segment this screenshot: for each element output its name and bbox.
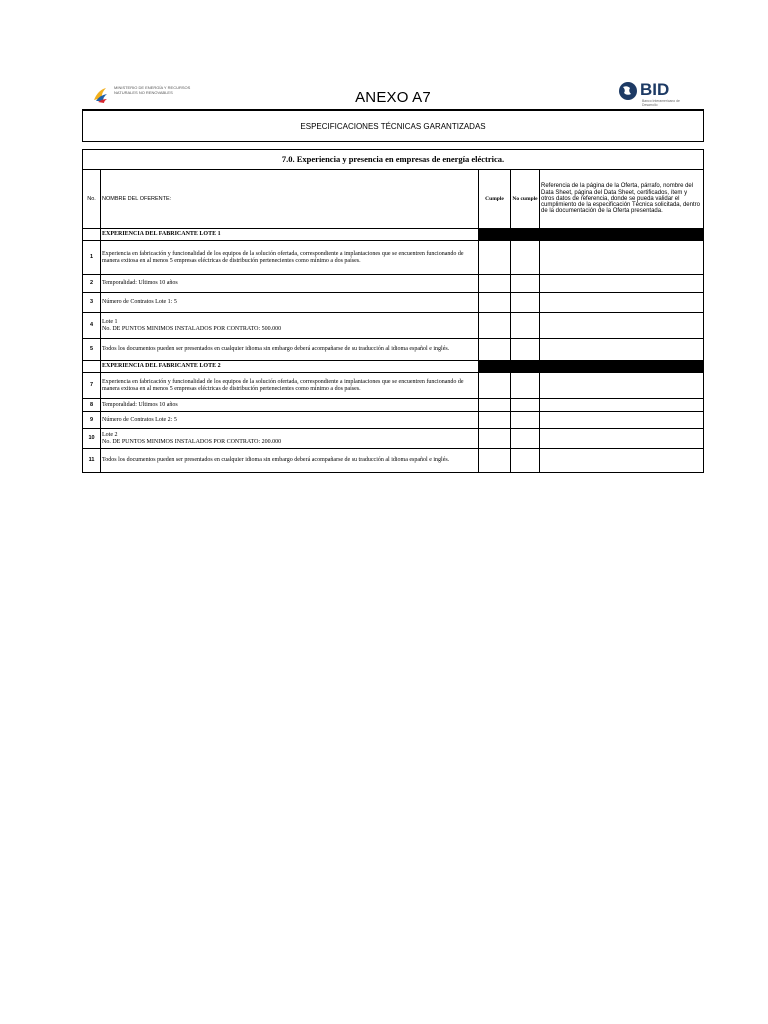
reference-cell[interactable]: [540, 275, 704, 293]
cumple-cell[interactable]: [479, 449, 511, 473]
bid-logo-subtitle: Banco Interamericano de Desarrollo: [642, 99, 680, 107]
reference-cell[interactable]: [540, 449, 704, 473]
col-header-reference: Referencia de la página de la Oferta, párrafo, nombre del Data Sheet, página del Data Sheet, certificados, ítem y otros datos de referencia, donde se pueda validar el cumplimiento de la especificación Técnica solicitada, dentro de la documentación de la Oferta presentada.: [540, 170, 704, 229]
section-title: 7.0. Experiencia y presencia en empresas de energía eléctrica.: [83, 150, 704, 170]
reference-cell[interactable]: [540, 293, 704, 313]
page-title: ANEXO A7: [355, 89, 431, 106]
table-row: 5 Todos los documentos pueden ser presentados en cualquier idioma sin embargo deberá acompañarse de su traducción al idioma español e inglés.: [83, 339, 704, 361]
table-row: 8 Temporalidad: Ultimos 10 años: [83, 399, 704, 412]
reference-cell[interactable]: [540, 373, 704, 399]
reference-cell[interactable]: [540, 241, 704, 275]
cumple-cell[interactable]: [479, 339, 511, 361]
bid-logo: [618, 80, 678, 108]
experience-table: [82, 149, 704, 473]
no-cumple-cell[interactable]: [511, 429, 540, 449]
globe-icon: [618, 81, 638, 101]
table-row: 2 Temporalidad: Ultimos 10 años: [83, 275, 704, 293]
section-label-lote1: EXPERIENCIA DEL FABRICANTE LOTE 1: [101, 229, 479, 241]
reference-cell[interactable]: [540, 339, 704, 361]
ministry-logo-text: MINISTERIO DE ENERGÍA Y RECURSOS NATURALES NO RENOVABLES: [114, 85, 191, 95]
spec-title: ESPECIFICACIONES TÉCNICAS GARANTIZADAS: [300, 121, 486, 131]
table-row: 3 Número de Contratos Lote 1: 5: [83, 293, 704, 313]
no-cumple-cell[interactable]: [511, 293, 540, 313]
page-header: [82, 80, 704, 110]
col-header-name: NOMBRE DEL OFERENTE:: [101, 170, 479, 229]
cumple-cell[interactable]: [479, 412, 511, 429]
table-title-row: [83, 150, 704, 170]
table-row: 10 Lote 2 No. DE PUNTOS MINIMOS INSTALADOS POR CONTRATO: 200.000: [83, 429, 704, 449]
spec-title-box: [82, 109, 704, 142]
cumple-cell[interactable]: [479, 293, 511, 313]
reference-cell[interactable]: [540, 313, 704, 339]
no-cumple-cell[interactable]: [511, 373, 540, 399]
cumple-cell[interactable]: [479, 429, 511, 449]
no-cumple-cell[interactable]: [511, 275, 540, 293]
no-cumple-cell[interactable]: [511, 313, 540, 339]
cumple-cell[interactable]: [479, 313, 511, 339]
reference-cell[interactable]: [540, 429, 704, 449]
table-row: 9 Número de Contratos Lote 2: 5: [83, 412, 704, 429]
reference-cell[interactable]: [540, 412, 704, 429]
no-cumple-cell[interactable]: [511, 412, 540, 429]
section-row-lote2: [83, 361, 704, 373]
table-header-row: [83, 170, 704, 229]
table-row: 4 Lote 1 No. DE PUNTOS MINIMOS INSTALADOS POR CONTRATO: 500.000: [83, 313, 704, 339]
no-cumple-cell[interactable]: [511, 399, 540, 412]
cumple-cell[interactable]: [479, 241, 511, 275]
table-row: 7 Experiencia en fabricación y funcionalidad de los equipos de la solución ofertada, correspondiente a implantaciones que se encuentren funcionando de manera exitosa en al menos 5 empresas eléctricas de distribución pertenecientes como mínimo a dos países.: [83, 373, 704, 399]
no-cumple-cell[interactable]: [511, 449, 540, 473]
bid-logo-text: BID: [640, 80, 670, 99]
cumple-cell[interactable]: [479, 399, 511, 412]
section-row-lote1: [83, 229, 704, 241]
reference-cell[interactable]: [540, 399, 704, 412]
col-header-cumple: Cumple: [479, 170, 511, 229]
no-cumple-cell[interactable]: [511, 339, 540, 361]
col-header-no-cumple: No cumple: [511, 170, 540, 229]
table-row: 11 Todos los documentos pueden ser presentados en cualquier idioma sin embargo deberá acompañarse de su traducción al idioma español e inglés.: [83, 449, 704, 473]
col-header-no: No.: [83, 170, 101, 229]
table-row: 1 Experiencia en fabricación y funcionalidad de los equipos de la solución ofertada, correspondiente a implantaciones que se encuentren funcionando de manera exitosa en al menos 5 empresas eléctricas de distribución pertenecientes como mínimo a dos países.: [83, 241, 704, 275]
cumple-cell[interactable]: [479, 275, 511, 293]
no-cumple-cell[interactable]: [511, 241, 540, 275]
cumple-cell[interactable]: [479, 373, 511, 399]
section-label-lote2: EXPERIENCIA DEL FABRICANTE LOTE 2: [101, 361, 479, 373]
